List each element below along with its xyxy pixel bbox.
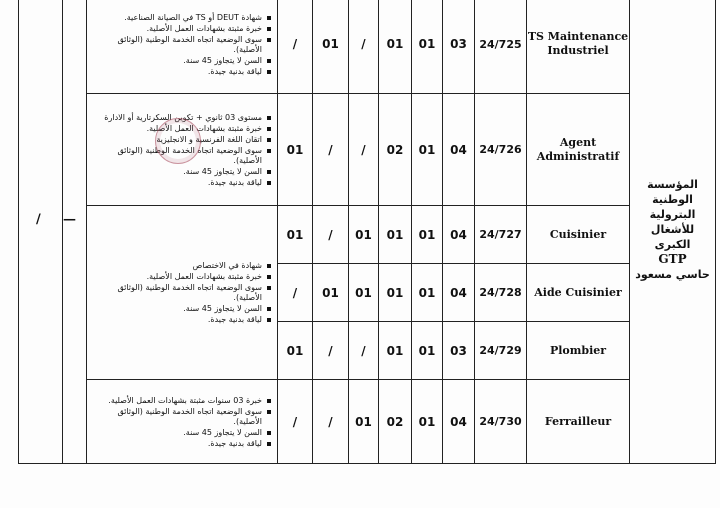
count-cell: 01 [412, 264, 443, 322]
job-title: Agent Administratif [527, 94, 630, 206]
count-cell: 01 [349, 206, 379, 264]
count-cell: / [349, 322, 379, 380]
side-cell-right [63, 0, 87, 464]
count-cell: 01 [412, 94, 443, 206]
table-row [19, 0, 716, 94]
count-cell: 01 [278, 322, 313, 380]
requirement-item: شهادة في الاختصاص [91, 261, 271, 271]
count-cell: 01 [412, 380, 443, 464]
stamp-seal [155, 118, 201, 164]
requirement-item: خبرة مثبتة بشهادات العمل الأصلية. [91, 24, 271, 34]
count-cell: 01 [379, 322, 412, 380]
count-cell: / [278, 264, 313, 322]
count-cell: 02 [379, 380, 412, 464]
count-cell: 01 [379, 264, 412, 322]
requirement-item: سوى الوضعية اتجاه الخدمة الوطنية (الوثائق الأصلية). [91, 407, 271, 427]
table-row [19, 206, 716, 264]
reference-cell: 24/728 [475, 264, 527, 322]
company-abbreviation: GTP [658, 251, 687, 266]
side-mark-dash: — [63, 212, 76, 227]
total-cell: 03 [443, 322, 475, 380]
reference-cell: 24/726 [475, 94, 527, 206]
company-name-line: الكبرى [654, 237, 691, 251]
reference-cell: 24/725 [475, 0, 527, 94]
job-title: Plombier [527, 322, 630, 380]
count-cell: / [313, 380, 349, 464]
requirement-item: اتقان اللغة الفرنسية و الانجليزية [91, 135, 271, 145]
count-cell: 01 [313, 264, 349, 322]
requirement-item: سوى الوضعية اتجاه الخدمة الوطنية (الوثائق الأصلية). [91, 283, 271, 303]
total-cell: 04 [443, 94, 475, 206]
requirement-item: لياقة بدنية جيدة. [91, 67, 271, 77]
requirement-item: خبرة مثبتة بشهادات العمل الأصلية. [91, 124, 271, 134]
requirement-item: سوى الوضعية اتجاه الخدمة الوطنية (الوثائق الأصلية). [91, 146, 271, 166]
count-cell: / [313, 206, 349, 264]
job-title: TS Maintenance Industriel [527, 0, 630, 94]
reference-cell: 24/727 [475, 206, 527, 264]
job-title: Cuisinier [527, 206, 630, 264]
total-cell: 04 [443, 206, 475, 264]
count-cell: / [313, 322, 349, 380]
count-cell: / [278, 380, 313, 464]
company-cell [630, 0, 716, 464]
requirement-item: شهادة DEUT أو TS في الصيانة الصناعية. [91, 13, 271, 23]
count-cell: 01 [412, 206, 443, 264]
requirement-item: مستوى 03 ثانوي + تكوين السكرتارية أو الادارة [91, 113, 271, 123]
count-cell: 01 [313, 0, 349, 94]
count-cell: 01 [379, 0, 412, 94]
table-row [19, 94, 716, 206]
total-cell: 04 [443, 380, 475, 464]
requirement-item: السن لا يتجاوز 45 سنة. [91, 167, 271, 177]
reference-cell: 24/729 [475, 322, 527, 380]
company-name-line: المؤسسة الوطنية [647, 177, 698, 206]
table-row [19, 380, 716, 464]
requirements-cell [87, 0, 278, 94]
reference-cell: 24/730 [475, 380, 527, 464]
count-cell: 01 [412, 322, 443, 380]
requirements-cell [87, 380, 278, 464]
side-mark-slash: / [36, 212, 41, 227]
count-cell: 02 [379, 94, 412, 206]
requirement-item: خبرة 03 سنوات مثبتة بشهادات العمل الأصلية. [91, 396, 271, 406]
count-cell: / [278, 0, 313, 94]
requirements-cell [87, 206, 278, 380]
side-cell-left [19, 0, 63, 464]
count-cell: / [349, 0, 379, 94]
job-offers-table [18, 0, 716, 464]
requirement-item: لياقة بدنية جيدة. [91, 439, 271, 449]
count-cell: 01 [349, 380, 379, 464]
requirement-item: السن لا يتجاوز 45 سنة. [91, 304, 271, 314]
requirement-item: سوى الوضعية اتجاه الخدمة الوطنية (الوثائق الأصلية). [91, 35, 271, 55]
total-cell: 03 [443, 0, 475, 94]
count-cell: 01 [412, 0, 443, 94]
job-title: Aide Cuisinier [527, 264, 630, 322]
job-title: Ferrailleur [527, 380, 630, 464]
requirement-item: لياقة بدنية جيدة. [91, 178, 271, 188]
count-cell: 01 [278, 94, 313, 206]
requirement-item: السن لا يتجاوز 45 سنة. [91, 56, 271, 66]
count-cell: / [313, 94, 349, 206]
count-cell: 01 [349, 264, 379, 322]
count-cell: 01 [379, 206, 412, 264]
count-cell: 01 [278, 206, 313, 264]
company-city: حاسي مسعود [635, 267, 710, 281]
count-cell: / [349, 94, 379, 206]
requirement-item: خبرة مثبتة بشهادات العمل الأصلية. [91, 272, 271, 282]
total-cell: 04 [443, 264, 475, 322]
requirement-item: السن لا يتجاوز 45 سنة. [91, 428, 271, 438]
requirement-item: لياقة بدنية جيدة. [91, 315, 271, 325]
company-name-line: البترولية للأشغال [649, 207, 696, 236]
